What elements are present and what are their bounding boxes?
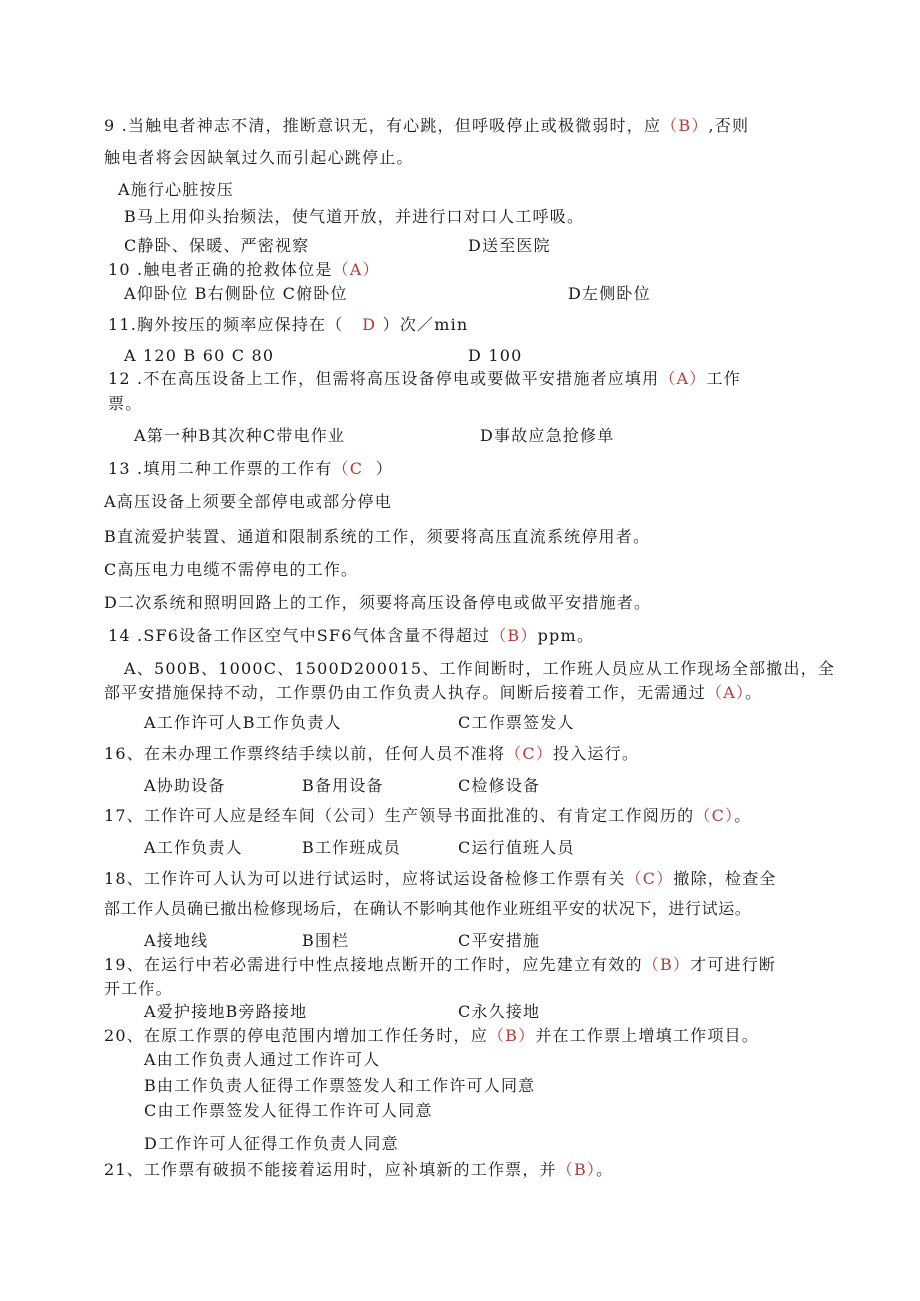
- question-9-line-2: 触电者将会因缺氧过久而引起心跳停止。: [104, 148, 414, 167]
- option-line: C由工作票签发人征得工作许可人同意: [144, 1101, 433, 1120]
- answer-mark: D: [343, 315, 377, 334]
- answer-mark: （A）: [706, 683, 746, 702]
- option-line: C高压电力电缆不需停电的工作。: [104, 560, 359, 579]
- option-line: A高压设备上须要全部停电或部分停电: [104, 492, 392, 511]
- option-line: B直流爱护装置、通道和限制系统的工作，须要将高压直流系统停用者。: [104, 527, 651, 546]
- option-line: B由工作负责人征得工作票签发人和工作许可人同意: [144, 1076, 536, 1095]
- question-11-line: 11.胸外按压的频率应保持在（ D ）次／min: [108, 315, 469, 334]
- answer-mark: （B）: [556, 1160, 597, 1179]
- question-10-line: 10 .触电者正确的抢救体位是（A）: [108, 260, 380, 279]
- question-19-line-1: 19、在运行中若必需进行中性点接地点断开的工作时，应先建立有效的（B）才可进行断: [104, 955, 777, 974]
- question-12-line-1: 12 .不在高压设备上工作，但需将高压设备停电或要做平安措施者应填用（A）工作: [108, 369, 741, 388]
- question-15-line-2: 部平安措施保持不动，工作票仍由工作负责人执存。间断后接着工作，无需通过（A）。: [104, 683, 763, 702]
- question-13-line: 13 .填用二种工作票的工作有（C ）: [108, 459, 393, 478]
- option-line: D二次系统和照明回路上的工作，须要将高压设备停电或做平安措施者。: [104, 593, 652, 612]
- answer-mark: （B）: [642, 955, 691, 974]
- answer-mark: （B）: [661, 116, 709, 135]
- question-18-line-1: 18、工作许可人认为可以进行试运时，应将试运设备检修工作票有关（C）撤除，检查全: [104, 869, 777, 888]
- question-17-line: 17、工作许可人应是经车间（公司）生产领导书面批准的、有肯定工作阅历的（C）。: [104, 806, 752, 825]
- answer-mark: （C）: [694, 806, 735, 825]
- answer-mark: （B）: [490, 626, 538, 645]
- question-20-line: 20、在原工作票的停电范围内增加工作任务时，应（B）并在工作票上增填工作项目。: [104, 1026, 759, 1045]
- question-21-line: 21、工作票有破损不能接着运用时，应补填新的工作票，并（B）。: [104, 1160, 614, 1179]
- answer-mark: （B）: [487, 1026, 536, 1045]
- option-line: A施行心脏按压: [118, 180, 234, 199]
- answer-mark: （C: [332, 459, 364, 478]
- question-9-line-1: 9 .当触电者神志不清，推断意识无，有心跳，但呼吸停止或极微弱时，应（B）,否则: [104, 116, 750, 135]
- answer-mark: （A）: [659, 369, 707, 388]
- option-line: B马上用仰头抬频法，使气道开放，并进行口对口人工呼吸。: [124, 207, 585, 226]
- question-15-line-1: A、500B、1000C、1500D200015、工作间断时，工作班人员应从工作现场全部撤出，全: [124, 659, 836, 678]
- option-line: A由工作负责人通过工作许可人: [144, 1050, 381, 1069]
- question-16-line: 16、在未办理工作票终结手续以前，任何人员不准将（C）投入运行。: [104, 744, 640, 763]
- question-18-line-2: 部工作人员确已撤出检修现场后，在确认不影响其他作业班组平安的状况下，进行试运。: [104, 899, 752, 918]
- question-19-line-2: 开工作。: [104, 979, 173, 998]
- answer-mark: （C）: [505, 744, 554, 763]
- document-page: 9 .当触电者神志不清，推断意识无，有心跳，但呼吸停止或极微弱时，应（B）,否则 触电者将会因缺氧过久而引起心跳停止。 A施行心脏按压 B马上用仰头抬频法，使气道开放，并进行口对口人工呼吸。 C静卧、保暖、严密视察 D送至医院 10 .触电者正确的抢救体位是（A） A仰卧位 B右侧卧位 C俯卧位 D左侧卧位 11.胸外按压的频率应保持在（ D ）次／min A 120 B 60 C 80 D 100 12 .不在高压设备上工作，但需将高压设备停电或要做平安措施者应填用（A）工作 票。 A第一种B其次种C带电作业 D事故应急抢修单 13 .填用二种工作票的工作有（C ） A高压设备上须要全部停电或部分停电 B直流爱护装置、通道和限制系统的工作，须要将高压直流系统停用者。 C高压电力电缆不需停电的工作。 D二次系统和照明回路上的工作，须要将高压设备停电或做平安措施者。 14 .SF6设备工作区空气中SF6气体含量不得超过（B）ppm。 A、500B、1000C、1500D200015、工作间断时，工作班人员应从工作现场全部撤出，全 部平安措施保持不动，工作票仍由工作负责人执存。间断后接着工作，无需通过（A）。 A工作许可人B工作负责人 C工作票签发人 16、在未办理工作票终结手续以前，任何人员不准将（C）投入运行。 A协助设备 B备用设备 C检修设备 17、工作许可人应是经车间（公司）生产领导书面批准的、有肯定工作阅历的（C）。 A工作负责人 B工作班成员 C运行值班人员 18、工作许可人认为可以进行试运时，应将试运设备检修工作票有关（C）撤除，检查全 部工作人员确已撤出检修现场后，在确认不影响其他作业班组平安的状况下，进行试运。 A接地线 B围栏 C平安措施 19、在运行中若必需进行中性点接地点断开的工作时，应先建立有效的（B）才可进行断 开工作。 A爱护接地B旁路接地 C永久接地 20、在原工作票的停电范围内增加工作任务时，应（B）并在工作票上增填工作项目。 A由工作负责人通过工作许可人 B由工作负责人征得工作票签发人和工作许可人同意 C由工作票签发人征得工作许可人同意 D工作许可人征得工作负责人同意 21、工作票有破损不能接着运用时，应补填新的工作票，并（B）。: [104, 116, 836, 1179]
- question-12-line-2: 票。: [108, 394, 143, 413]
- answer-mark: （C）: [625, 869, 674, 888]
- question-14-line: 14 .SF6设备工作区空气中SF6气体含量不得超过（B）ppm。: [108, 626, 595, 645]
- answer-mark: （A）: [332, 260, 380, 279]
- option-line: D工作许可人征得工作负责人同意: [144, 1134, 399, 1153]
